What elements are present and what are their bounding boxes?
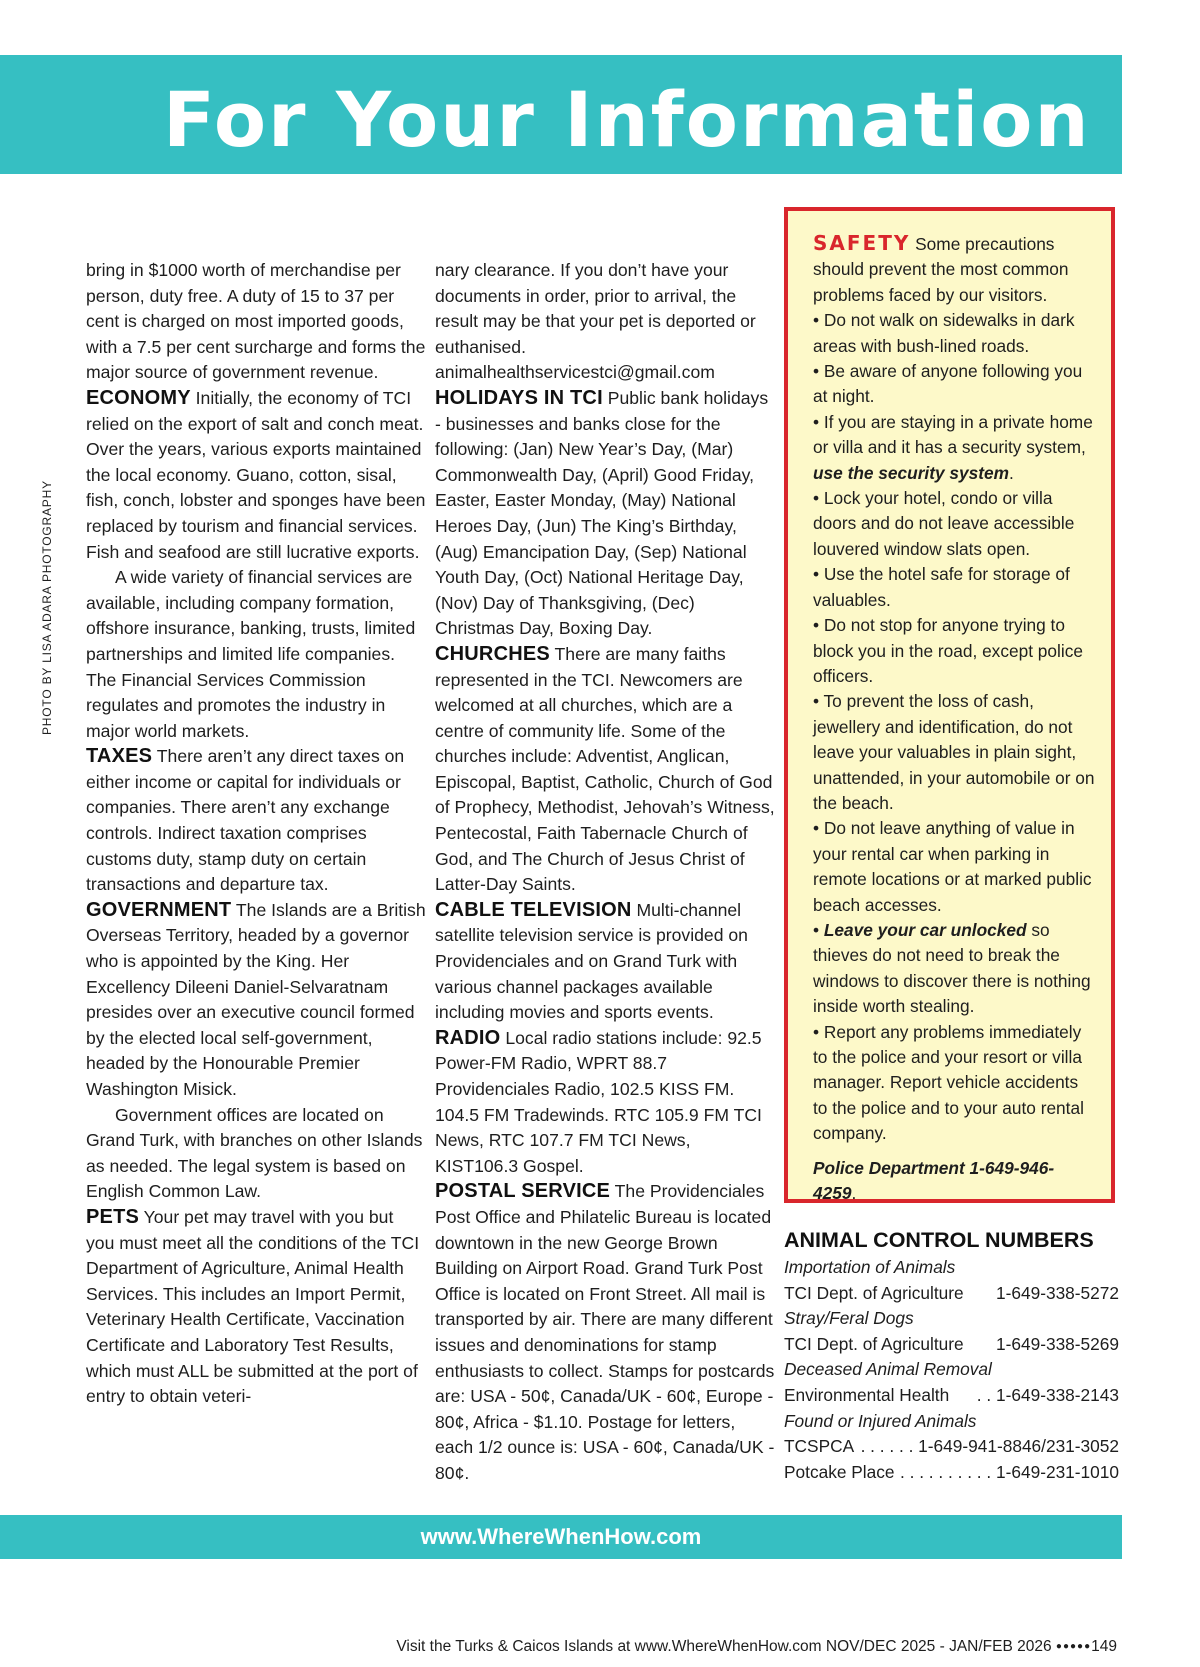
taxes-text: There aren’t any direct taxes on either income or capital for individuals or companies. There aren’t any exchange controls. Indirect taxation comprises customs duty, stamp duty on certain transactions and departure tax. [86, 746, 405, 895]
safety-tip: • Lock your hotel, condo or villa doors and do not leave accessible louvered window slats open. [813, 488, 1075, 559]
economy-paragraph [86, 386, 426, 565]
column-1 [86, 258, 426, 1410]
animal-contact-row [784, 1332, 1119, 1358]
safety-tip-bullet: • [813, 919, 820, 940]
churches-text: There are many faiths represented in the TCI. Newcomers are welcomed at all churches, which are a centre of community life. Some of the churches include: Adventist, Anglican, Episcopal, Baptist, Catholic, Church of God of Prophecy, Methodist, Jehovah’s Witness, Pentecostal, Faith Tabernacle Church of God, and The Church of Jesus Christ of Latter-Day Saints. [435, 643, 775, 895]
animal-category: Importation of Animals [784, 1257, 956, 1277]
government-offices-paragraph: Government offices are located on Grand Turk, with branches on other Islands as needed. The legal system is based on English Common Law. [86, 1104, 423, 1202]
safety-box [784, 207, 1115, 1203]
contact-phone: . . 1-649-338-2143 [976, 1384, 1119, 1405]
pets-paragraph [86, 1205, 426, 1410]
postal-heading: POSTAL SERVICE [435, 1180, 611, 1203]
safety-tip [813, 918, 1095, 1020]
contact-name: Potcake Place [784, 1461, 895, 1482]
animal-category: Deceased Animal Removal [784, 1359, 992, 1380]
cable-text: Multi-channel satellite television service is provided on Providenciales and on Grand Turk with various channel packages available including movies and sports events. [435, 899, 748, 1023]
page-number: 149 [1091, 1638, 1117, 1655]
postal-paragraph [435, 1179, 775, 1486]
radio-heading: RADIO [435, 1026, 501, 1049]
pets-text: Your pet may travel with you but you must meet all the conditions of the TCI Department of Agriculture, Animal Health Services. This includes an Import Permit, Veterinary Health Certificate, Vaccination Certificate and Laboratory Test Results, which must ALL be submitted at the port of entry to obtain veteri- [86, 1206, 420, 1407]
contact-name: TCI Dept. of Agriculture [784, 1282, 964, 1303]
animal-control-heading: ANIMAL CONTROL NUMBERS [784, 1228, 1094, 1252]
safety-intro [813, 231, 1095, 308]
safety-tip-text: so thieves do not need to break the windows to discover there is nothing inside worth stealing. [813, 919, 1091, 1017]
safety-tip-emphasis: Leave your car unlocked [823, 919, 1027, 940]
churches-paragraph [435, 642, 775, 898]
economy-text: Initially, the economy of TCI relied on the export of salt and conch meat. Over the years, various exports maintained the local economy. Guano, cotton, sisal, fish, conch, lobster and sponges have been replaced by tourism and financial services. Fish and seafood are still lucrative exports. [86, 387, 426, 562]
animal-contact-row [784, 1383, 1119, 1409]
column-2 [435, 258, 775, 1487]
pets-email: animalhealthservicestci@gmail.com [435, 362, 715, 383]
police-department-line [813, 1156, 1095, 1207]
taxes-paragraph [86, 744, 426, 898]
radio-paragraph [435, 1026, 775, 1180]
safety-tip: • Be aware of anyone following you at night. [813, 361, 1083, 407]
safety-intro-text: Some precautions should prevent the most common problems faced by our visitors. [813, 234, 1069, 305]
contact-phone: . . . . . . . . . . 1-649-231-1010 [899, 1461, 1119, 1482]
contact-phone: 1-649-338-5269 [996, 1333, 1119, 1354]
contact-name: Environmental Health [784, 1384, 950, 1405]
safety-tip: • Report any problems immediately to the police and your resort or villa manager. Report vehicle accidents to the police and to your auto rental company. [813, 1021, 1084, 1144]
safety-tip-emphasis: use the security system [813, 462, 1009, 483]
safety-tip: • Do not leave anything of value in your rental car when parking in remote locations or at marked public beach accesses. [813, 818, 1092, 915]
holidays-heading: HOLIDAYS IN TCI [435, 386, 603, 409]
safety-tip: • Use the hotel safe for storage of valuables. [813, 564, 1070, 610]
safety-heading: SAFETY [813, 231, 911, 255]
page-footer [396, 1637, 1117, 1657]
safety-tip [813, 410, 1095, 486]
churches-heading: CHURCHES [435, 642, 550, 665]
government-text: The Islands are a British Overseas Territory, headed by a governor who is appointed by the King. Her Excellency Dileeni Daniel-Selvaratnam presides over an executive council formed by the elected local self-government, headed by the Honourable Premier Washington Misick. [86, 899, 426, 1099]
contact-name: TCSPCA [784, 1436, 855, 1457]
contact-name: TCI Dept. of Agriculture [784, 1333, 964, 1354]
radio-text: Local radio stations include: 92.5 Power-FM Radio, WPRT 88.7 Providenciales Radio, 102.5 KISS FM. 104.5 FM Tradewinds. RTC 105.9 FM TCI News, RTC 107.7 FM TCI News, KIST106.3 Gospel. [435, 1027, 762, 1176]
photo-credit: PHOTO BY LISA ADARA PHOTOGRAPHY [40, 480, 54, 735]
footer-url: www.WhereWhenHow.com [420, 1524, 702, 1549]
pets-heading: PETS [86, 1205, 140, 1228]
holidays-paragraph [435, 386, 775, 642]
pets-continued: nary clearance. If you don’t have your documents in order, prior to arrival, the result may be that your pet is deported or euthanised. [435, 260, 756, 357]
cable-heading: CABLE TELEVISION [435, 898, 632, 921]
animal-control-section [784, 1225, 1119, 1485]
safety-tip: • Do not stop for anyone trying to block you in the road, except police officers. [813, 615, 1083, 686]
police-phone: Police Department 1-649-946-4259 [813, 1157, 1055, 1204]
contact-phone: 1-649-338-5272 [996, 1282, 1119, 1303]
economy-heading: ECONOMY [86, 386, 191, 409]
visit-text: Visit the Turks & Caicos Islands at www.WhereWhenHow.com NOV/DEC 2025 - JAN/FEB 2026 [396, 1638, 1052, 1655]
contact-phone: . . . . . . 1-649-941-8846/231-3052 [860, 1436, 1119, 1457]
taxes-heading: TAXES [86, 745, 153, 768]
safety-tip: • Do not walk on sidewalks in dark areas with bush-lined roads. [813, 310, 1075, 356]
holidays-text: Public bank holidays - businesses and banks close for the following: (Jan) New Year’s Day, (Mar) Commonwealth Day, (April) Good Friday, Easter, Easter Monday, (May) National Heroes Day, (Jun) The King’s Birthday, (Aug) Emancipation Day, (Sep) National Youth Day, (Oct) National Heritage Day, (Nov) Day of Thanksgiving, (Dec) Christmas Day, Boxing Day. [435, 387, 769, 639]
cable-paragraph [435, 898, 775, 1026]
safety-tip-text: • If you are staying in a private home or villa and it has a security system, [813, 411, 1093, 458]
government-paragraph [86, 898, 426, 1103]
safety-tip-period: . [1008, 462, 1014, 483]
animal-contact-row [784, 1460, 1119, 1486]
animal-contact-row [784, 1434, 1119, 1460]
page-title: For Your Information [163, 75, 1091, 164]
animal-category: Stray/Feral Dogs [784, 1308, 914, 1329]
police-period: . [851, 1183, 857, 1204]
animal-category: Found or Injured Animals [784, 1410, 977, 1431]
government-heading: GOVERNMENT [86, 898, 232, 921]
animal-contact-row [784, 1281, 1119, 1307]
footer-dots: ●●●●● [1055, 1641, 1092, 1652]
financial-services-paragraph: A wide variety of financial services are available, including company formation, offshore insurance, banking, trusts, limited partnerships and limited life companies. The Financial Services Commission regulates and promotes the industry in major world markets. [86, 567, 416, 741]
safety-tip: • To prevent the loss of cash, jewellery and identification, do not leave your valuables in plain sight, unattended, in your automobile or on the beach. [813, 691, 1095, 813]
postal-text: The Providenciales Post Office and Philatelic Bureau is located downtown in the new George Brown Building on Airport Road. Grand Turk Post Office is located on Front Street. All mail is transported by air. There are many different issues and denominations for stamp enthusiasts to collect. Stamps for postcards are: USA - 50¢, Canada/UK - 60¢, Europe - 80¢, Africa - $1.10. Postage for letters, each 1/2 ounce is: USA - 60¢, Canada/UK - 80¢. [435, 1181, 775, 1483]
duty-paragraph: bring in $1000 worth of merchandise per person, duty free. A duty of 15 to 37 per cent is charged on most imported goods, with a 7.5 per cent surcharge and forms the major source of government revenue. [86, 260, 426, 383]
